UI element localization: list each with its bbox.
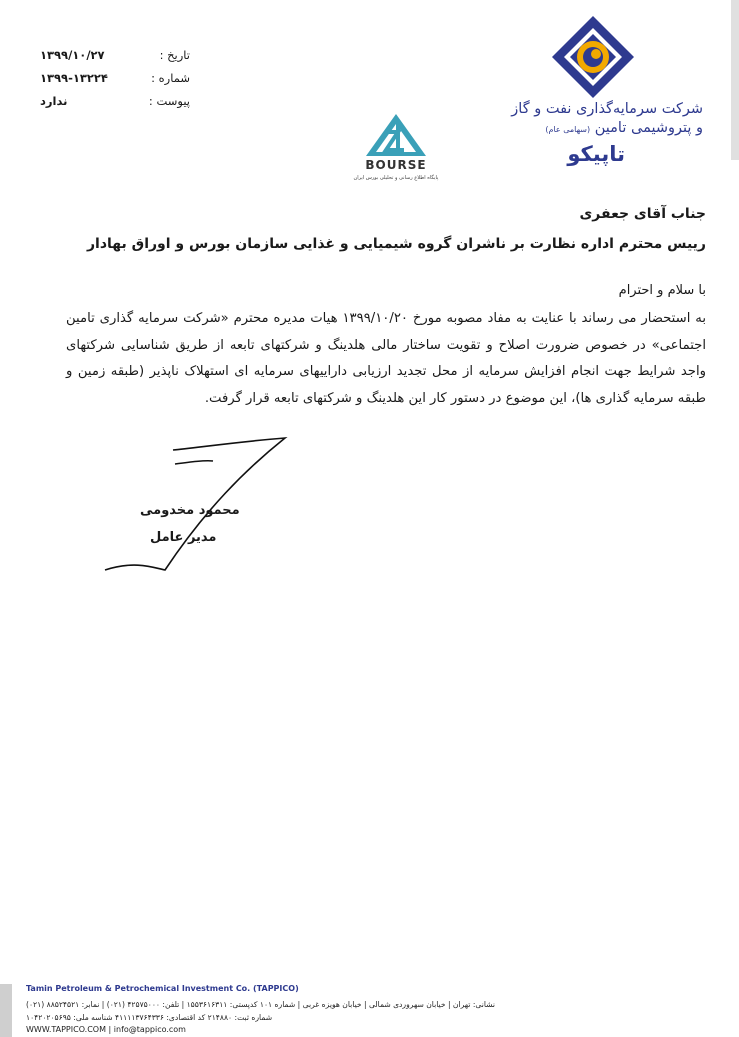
company-line1: شرکت سرمایه‌گذاری نفت و گاز	[511, 101, 703, 117]
signatory-title: مدیر عامل	[150, 530, 217, 545]
greeting: با سلام و احترام	[618, 283, 706, 298]
number-label: شماره :	[151, 71, 190, 85]
tappico-logo-icon	[550, 14, 636, 100]
letter-meta	[40, 44, 190, 113]
company-brand: تاپیکو	[567, 142, 625, 166]
letter-body: به استحضار می رساند با عنایت به مفاد مصوبه مورخ ۱۳۹۹/۱۰/۲۰ هیات مدیره محترم «شرکت سرمایه گذاری تامین اجتماعی» در خصوص ضرورت اصلاح و تقویت ساختار مالی هلدینگ و شرکتهای تابعه از طریق شناسایی شرکتهای واجد شرایط جهت انجام افزایش سرمایه از محل تجدید ارزیابی داراییهای سرمایه ای استهلاک ناپذیر (طبقه زمین و طبقه سرمایه گذاری ها)، این موضوع در دستور کار این هلدینگ و شرکتهای تابعه قرار گرفت.	[66, 311, 706, 406]
company-line2: و پتروشیمی تامین	[594, 120, 703, 136]
company-name	[453, 100, 703, 169]
date-value: ۱۳۹۹/۱۰/۲۷	[40, 48, 105, 62]
addressee-name: جناب آقای جعفری	[579, 206, 706, 222]
number-value: ۱۳۹۹-۱۳۲۲۴	[40, 71, 108, 85]
company-type: (سهامی عام)	[545, 125, 591, 134]
bourse-subtitle: پایگاه اطلاع رسانی و تحلیلی بورس ایران	[353, 175, 439, 181]
bourse-name: BOURSE	[365, 158, 427, 172]
footer-company-en: Tamin Petroleum & Petrochemical Investment Co. (TAPPICO)	[26, 984, 299, 993]
footer-accent-bar	[0, 984, 12, 1037]
footer-address: نشانی: تهران | خیابان سهروردی شمالی | خیابان هویزه غربی | شماره ۱۰۱ کدپستی: ۱۵۵۳۶۱۶۳۱۱ | تلفن: ۴۲۵۷۵۰۰۰ (۰۲۱) | نمابر: ۸۸۵۲۴۵۲۱ (۰۲۱)	[26, 1000, 496, 1009]
footer-registration: شماره ثبت: ۲۱۴۸۸۰ کد اقتصادی: ۴۱۱۱۱۳۷۶۴۳۳۶ شناسه ملی: ۱۰۴۲۰۲۰۵۶۹۵	[26, 1013, 273, 1022]
scrollbar[interactable]	[731, 0, 739, 160]
attachment-label: پیوست :	[148, 94, 190, 108]
addressee-title: رییس محترم اداره نظارت بر ناشران گروه شیمیایی و غذایی سازمان بورس و اوراق بهادار	[87, 236, 706, 252]
footer-web[interactable]: WWW.TAPPICO.COM | info@tappico.com	[26, 1025, 186, 1034]
date-label: تاریخ :	[159, 48, 190, 62]
signatory-name: محمود مخدومی	[140, 503, 240, 518]
attachment-value: ندارد	[40, 94, 68, 108]
